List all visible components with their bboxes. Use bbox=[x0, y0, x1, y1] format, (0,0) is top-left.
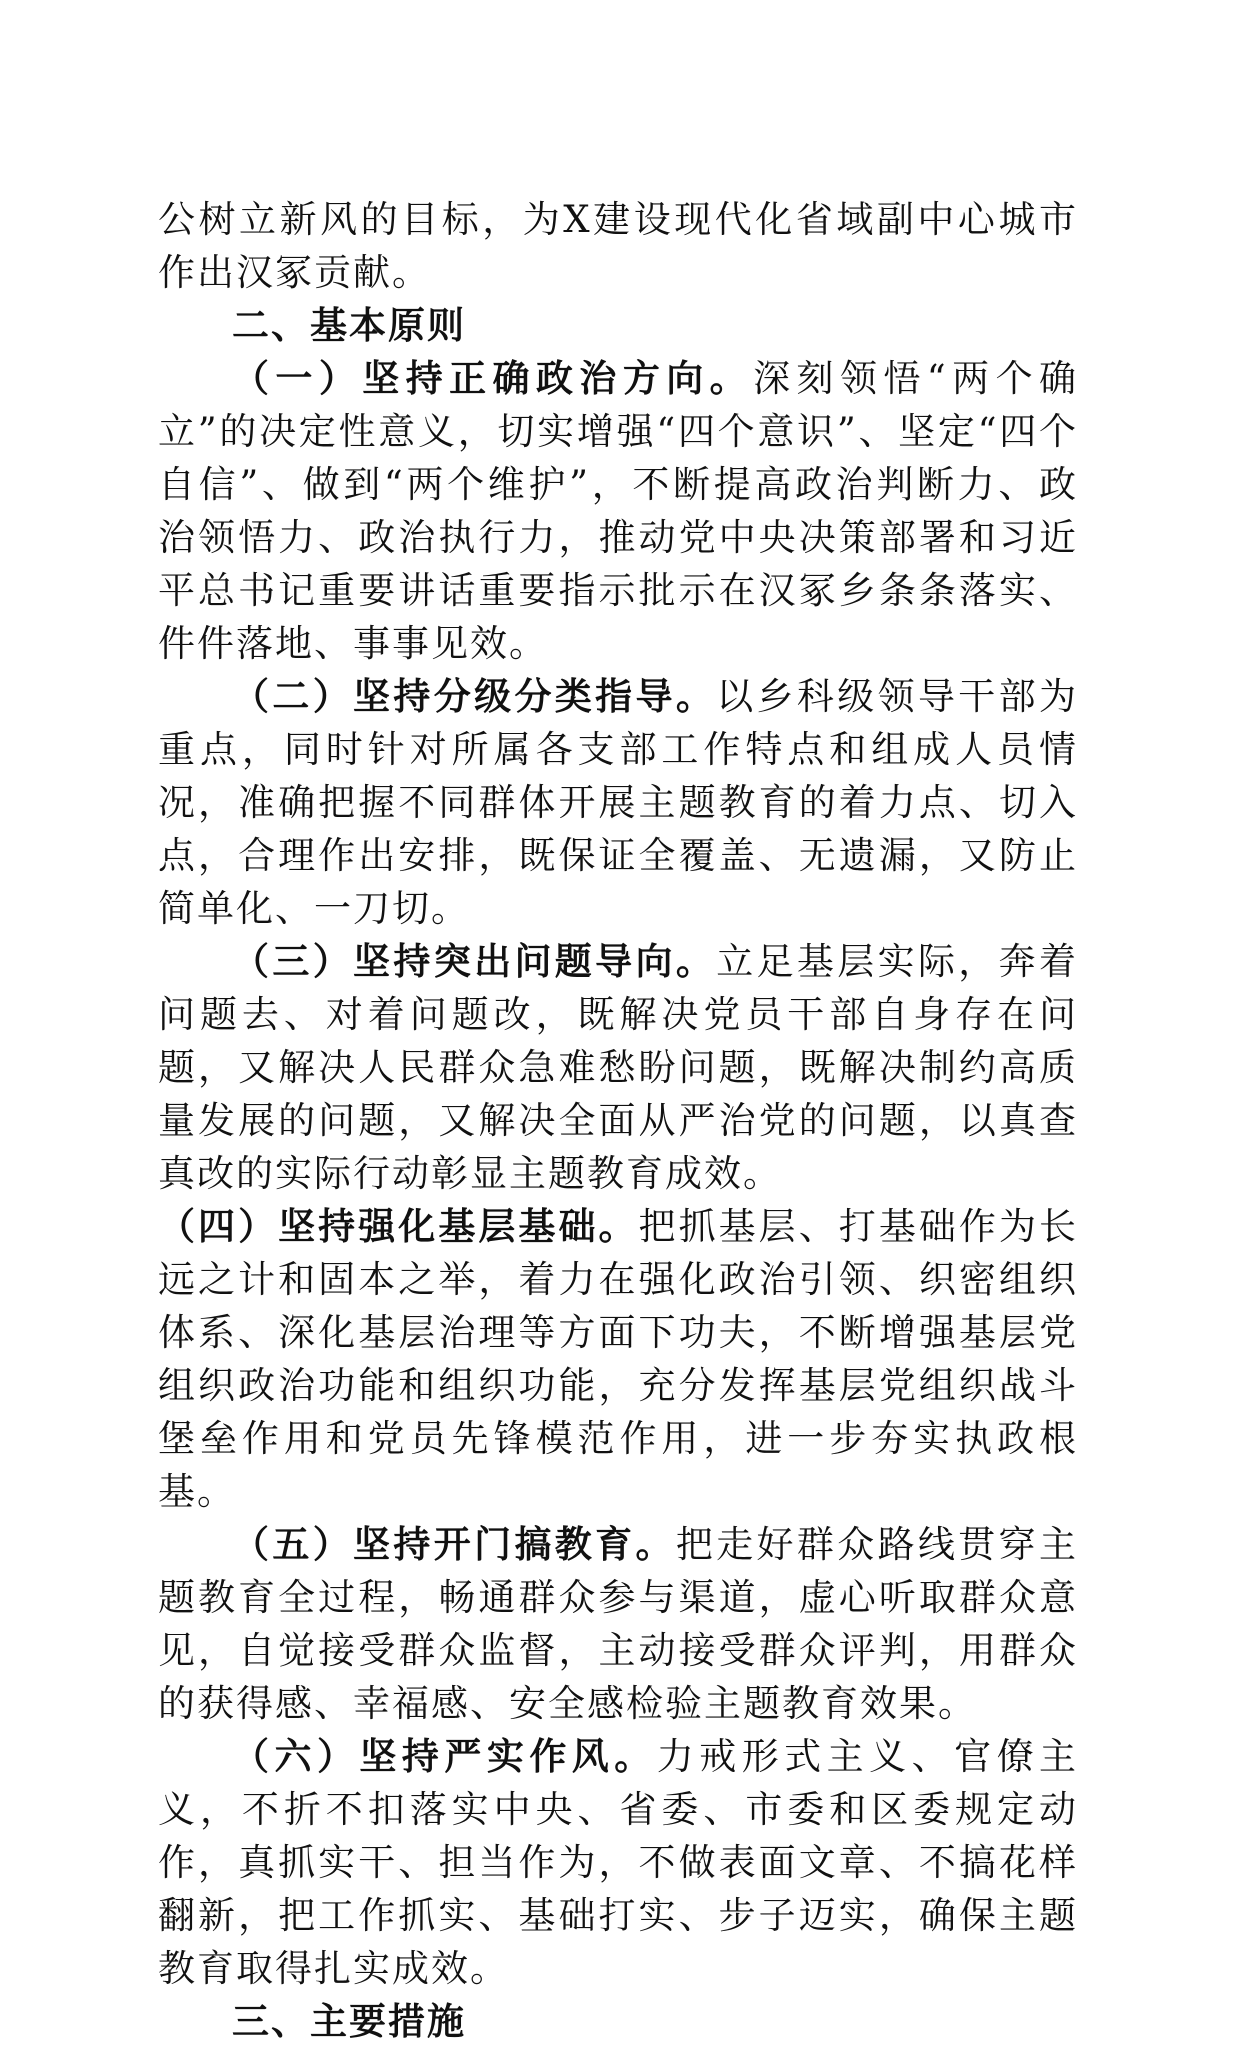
principle-paragraph-3 bbox=[158, 935, 1078, 1200]
document-body bbox=[158, 193, 1078, 2048]
principle-paragraph-1 bbox=[158, 352, 1078, 670]
principle-lead: （六）坚持严实作风。 bbox=[232, 1735, 657, 1778]
principle-text: 把抓基层、打基础作为长远之计和固本之举，着力在强化政治引领、织密组织体系、深化基层治理等方面下功夫，不断增强基层党组织政治功能和组织功能，充分发挥基层党组织战斗堡垒作用和党员先锋模范作用，进一步夯实执政根基。 bbox=[158, 1205, 1079, 1513]
principle-lead: （二）坚持分级分类指导。 bbox=[232, 675, 717, 718]
principle-lead: （一）坚持正确政治方向。 bbox=[232, 357, 754, 400]
principle-text: 立足基层实际，奔着问题去、对着问题改，既解决党员干部自身存在问题，又解决人民群众急难愁盼问题，既解决制约高质量发展的问题，又解决全面从严治党的问题，以真查真改的实际行动彰显主题教育成效。 bbox=[158, 940, 1079, 1195]
section-heading-main-measures: 三、主要措施 bbox=[232, 2000, 466, 2043]
principle-text: 把走好群众路线贯穿主题教育全过程，畅通群众参与渠道，虚心听取群众意见，自觉接受群众监督，主动接受群众评判，用群众的获得感、幸福感、安全感检验主题教育效果。 bbox=[158, 1523, 1079, 1725]
principle-paragraph-5 bbox=[158, 1518, 1078, 1730]
principle-lead: （三）坚持突出问题导向。 bbox=[232, 940, 717, 983]
principle-text: 以乡科级领导干部为重点，同时针对所属各支部工作特点和组成人员情况，准确把握不同群体开展主题教育的着力点、切入点，合理作出安排，既保证全覆盖、无遗漏，又防止简单化、一刀切。 bbox=[158, 675, 1079, 930]
principle-paragraph-4 bbox=[158, 1200, 1078, 1518]
principle-paragraph-6 bbox=[158, 1730, 1078, 1995]
intro-paragraph: 公树立新风的目标，为X建设现代化省域副中心城市作出汉冢贡献。 bbox=[158, 198, 1078, 294]
principle-text: 力戒形式主义、官僚主义，不折不扣落实中央、省委、市委和区委规定动作，真抓实干、担当作为，不做表面文章、不搞花样翻新，把工作抓实、基础打实、步子迈实，确保主题教育取得扎实成效。 bbox=[158, 1735, 1079, 1990]
principle-paragraph-2 bbox=[158, 670, 1078, 935]
principle-lead: （五）坚持开门搞教育。 bbox=[232, 1523, 676, 1566]
section-heading-basic-principles: 二、基本原则 bbox=[232, 304, 466, 347]
principle-lead: （四）坚持强化基层基础。 bbox=[158, 1205, 639, 1248]
principle-text: 深刻领悟“两个确立”的决定性意义，切实增强“四个意识”、坚定“四个自信”、做到“两个维护”，不断提高政治判断力、政治领悟力、政治执行力，推动党中央决策部署和习近平总书记重要讲话重要指示批示在汉冢乡条条落实、件件落地、事事见效。 bbox=[158, 357, 1079, 665]
